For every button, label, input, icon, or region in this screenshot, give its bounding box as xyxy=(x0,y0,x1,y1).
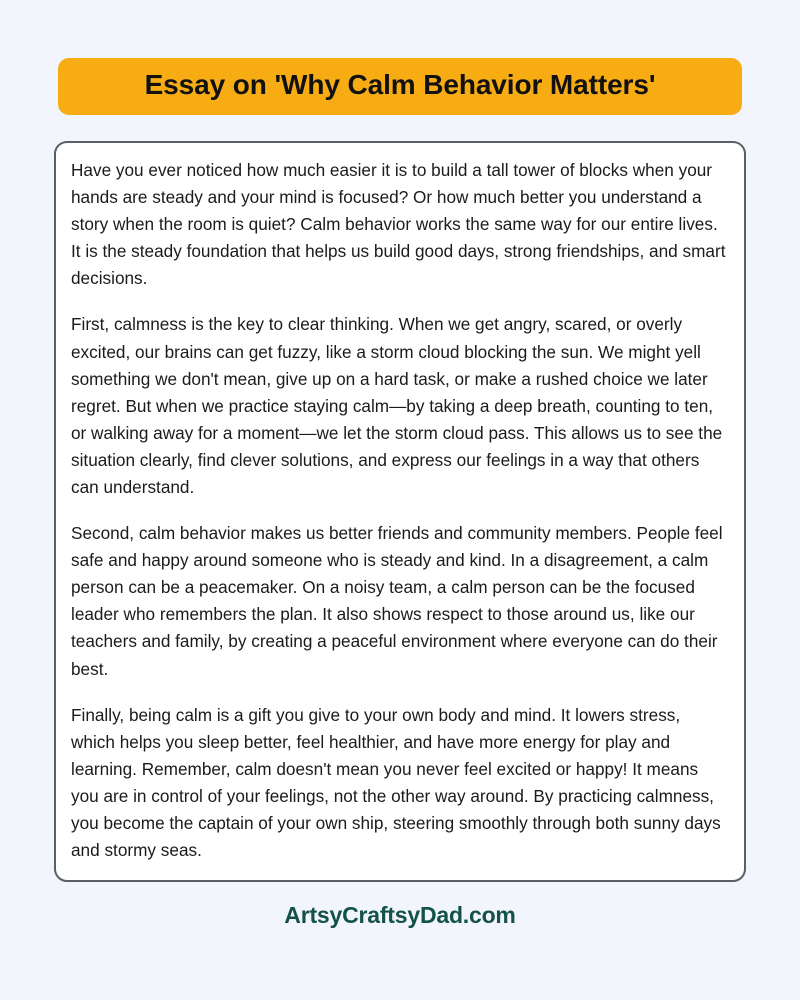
essay-body xyxy=(71,157,728,864)
essay-paragraph: Have you ever noticed how much easier it is to build a tall tower of blocks when your hands are steady and your mind is focused? Or how much better you understand a story when the room is quiet? Calm behavior works the same way for our entire lives. It is the steady foundation that helps us build good days, strong friendships, and smart decisions. xyxy=(71,159,726,289)
essay-paragraph: Finally, being calm is a gift you give to your own body and mind. It lowers stress, which helps you sleep better, feel healthier, and have more energy for play and learning. Remember, calm doesn't mean you never feel excited or happy! It means you are in control of your feelings, not the other way around. By practicing calmness, you become the captain of your own ship, steering smoothly through both sunny days and stormy seas. xyxy=(71,704,721,861)
site-footer xyxy=(0,902,800,929)
page-title: Essay on 'Why Calm Behavior Matters' xyxy=(144,69,656,100)
essay-card xyxy=(54,141,746,882)
essay-paragraph: First, calmness is the key to clear thinking. When we get angry, scared, or overly excited, our brains can get fuzzy, like a storm cloud blocking the sun. We might yell something we don't mean, give up on a hard task, or make a rushed choice we later regret. But when we practice staying calm—by taking a deep breath, counting to ten, or walking away for a moment—we let the storm cloud pass. This allows us to see the situation clearly, find clever solutions, and express our feelings in a way that others can understand. xyxy=(71,314,723,497)
essay-paragraph: Second, calm behavior makes us better friends and community members. People feel safe and happy around someone who is steady and kind. In a disagreement, a calm person can be a peacemaker. On a noisy team, a calm person can be the focused leader who remembers the plan. It also shows respect to those around us, like our teachers and family, by creating a peaceful environment where everyone can do their best. xyxy=(71,523,723,679)
title-banner xyxy=(58,58,742,115)
site-brand: ArtsyCraftsyDad.com xyxy=(284,902,516,929)
